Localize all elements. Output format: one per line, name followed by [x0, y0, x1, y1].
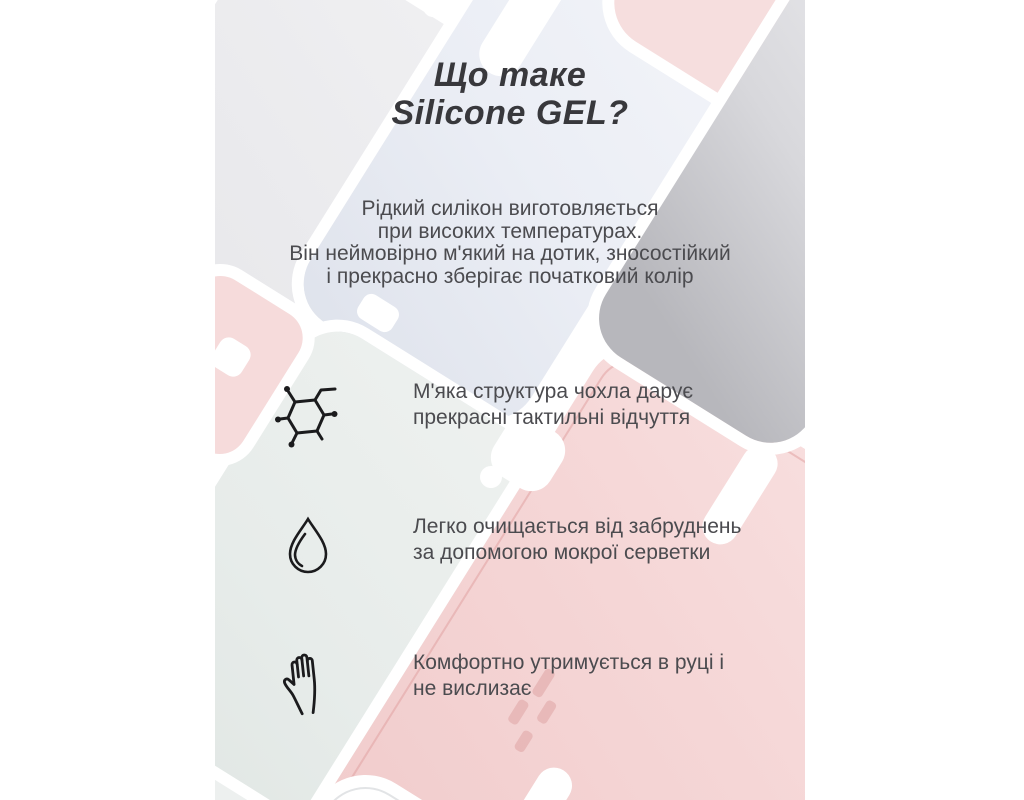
- intro-line: Рідкий силікон виготовляється: [361, 197, 659, 220]
- feature-line: Комфортно утримується в руці і: [413, 651, 725, 674]
- title-line-1: Що таке: [433, 56, 587, 94]
- feature-row-easy-cleaning: [270, 509, 800, 576]
- intro-line: при високих температурах.: [377, 219, 643, 243]
- title-line-2: Silicone GEL?: [391, 94, 629, 132]
- intro-line: і прекрасно зберігає початковий колір: [326, 264, 694, 288]
- feature-line: М'яка структура чохла дарує: [413, 380, 694, 403]
- feature-line: за допомогою мокрої серветки: [413, 541, 711, 564]
- feature-line: прекрасні тактильні відчуття: [413, 406, 691, 429]
- feature-text: [413, 379, 693, 431]
- feature-text: [413, 514, 741, 566]
- feature-row-soft-structure: [270, 374, 800, 452]
- intro-line: Він неймовірно м'який на дотик, зносостійкий: [289, 242, 731, 265]
- molecule-icon: [270, 374, 346, 452]
- water-drop-icon: [270, 509, 346, 576]
- hand-icon: [270, 645, 346, 716]
- page-title: [215, 56, 805, 132]
- feature-line: Легко очищається від забруднень: [413, 515, 742, 538]
- feature-row-comfort-grip: [270, 645, 800, 716]
- intro-paragraph: [215, 198, 805, 288]
- feature-line: не вислизає: [413, 677, 532, 700]
- feature-text: [413, 650, 724, 702]
